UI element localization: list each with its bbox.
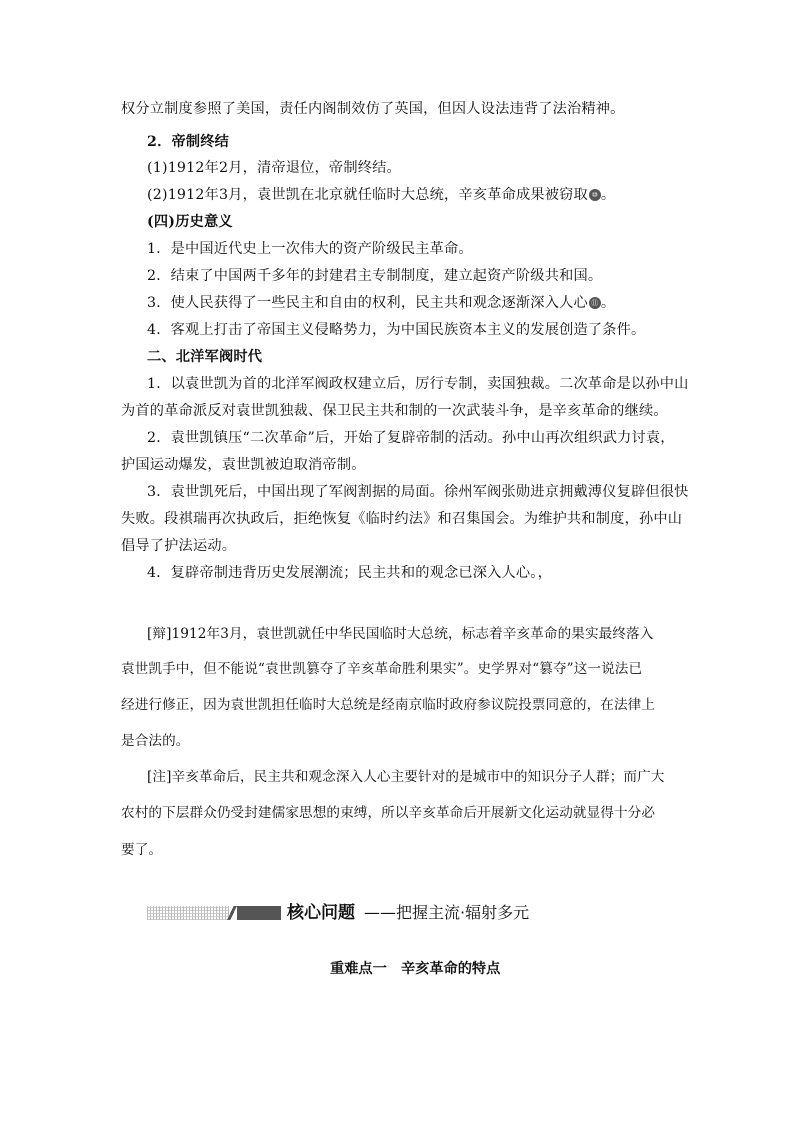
note-debate-line: [辩]1912年3月，袁世凯就任中华民国临时大总统，标志着辛亥革命的果实最终落入: [147, 626, 654, 642]
list-item-end: 。: [600, 187, 616, 203]
section-heading-abdication: 2．帝制终结: [147, 134, 230, 150]
list-item: 4．客观上打击了帝国主义侵略势力，为中国民族资本主义的发展创造了条件。: [147, 322, 646, 338]
section-banner: [147, 902, 567, 926]
list-item: [147, 185, 615, 205]
paragraph-line: 倡导了护法运动。: [121, 538, 237, 554]
paragraph-line: 4．复辟帝制违背历史发展潮流；民主共和的观念已深入人心。，: [147, 565, 552, 581]
paragraph-line: 2．袁世凯镇压“二次革命”后，开始了复辟帝制的活动。孙中山再次组织武力讨袁，: [147, 430, 675, 446]
paragraph-line: 为首的革命派反对袁世凯独裁、保卫民主共和制的一次武装斗争，是辛亥革命的继续。: [121, 403, 668, 419]
paragraph-line: 权分立制度参照了美国，责任内阁制效仿了英国，但因人设法违背了法治精神。: [121, 101, 625, 117]
banner-hatch-decoration: [147, 906, 229, 920]
list-item: 1．是中国近代史上一次伟大的资产阶级民主革命。: [147, 241, 473, 257]
list-item: [147, 293, 615, 313]
list-item-end: 。: [600, 295, 616, 311]
note-comment-line: 要了。: [121, 842, 163, 858]
banner-subtitle: ——把握主流·辐射多元: [364, 903, 530, 922]
banner-title: 核心问题: [287, 903, 355, 923]
paragraph-line: 3．袁世凯死后，中国出现了军阀割据的局面。徐州军阀张勋进京拥戴溥仪复辟但很快: [147, 484, 689, 500]
section-heading-beiyang: 二、北洋军阀时代: [147, 349, 263, 365]
banner-slash-decoration: [227, 906, 237, 920]
note-debate-line: 袁世凯手中，但不能说“袁世凯篡夺了辛亥革命胜利果实”。史学界对“篡夺”这一说法已: [121, 661, 643, 677]
footnote-marker-icon: ⑪: [589, 297, 601, 309]
paragraph-line: 失败。段祺瑞再次执政后，拒绝恢复《临时约法》和召集国会。为维护共和制度，孙中山: [121, 511, 683, 527]
list-item-text: (2)1912年3月，袁世凯在北京就任临时大总统，辛亥革命成果被窃取: [147, 187, 588, 203]
footnote-marker-icon: ⑩: [589, 189, 601, 201]
section-heading-significance: (四)历史意义: [147, 214, 233, 230]
paragraph-line: 1．以袁世凯为首的北洋军阀政权建立后，厉行专制，卖国独裁。二次革命是以孙中山: [147, 376, 689, 392]
list-item: (1)1912年2月，清帝退位，帝制终结。: [147, 160, 401, 176]
note-comment-line: 农村的下层群众仍受封建儒家思想的束缚，所以辛亥革命后开展新文化运动就显得十分必: [121, 805, 656, 821]
list-item: 2．结束了中国两千多年的封建君主专制制度，建立起资产阶级共和国。: [147, 268, 603, 284]
banner-bar-decoration: [237, 906, 281, 920]
key-point-heading: 重难点一 辛亥革命的特点: [330, 961, 501, 977]
note-comment-line: [注]辛亥革命后，民主共和观念深入人心主要针对的是城市中的知识分子人群；而广大: [147, 769, 665, 785]
paragraph-line: 护国运动爆发，袁世凯被迫取消帝制。: [121, 457, 366, 473]
note-debate-line: 经进行修正，因为袁世凯担任临时大总统是经南京临时政府参议院投票同意的，在法律上: [121, 697, 656, 713]
note-debate-line: 是合法的。: [121, 733, 190, 749]
list-item-text: 3．使人民获得了一些民主和自由的权利，民主共和观念逐渐深入人心: [147, 295, 588, 311]
